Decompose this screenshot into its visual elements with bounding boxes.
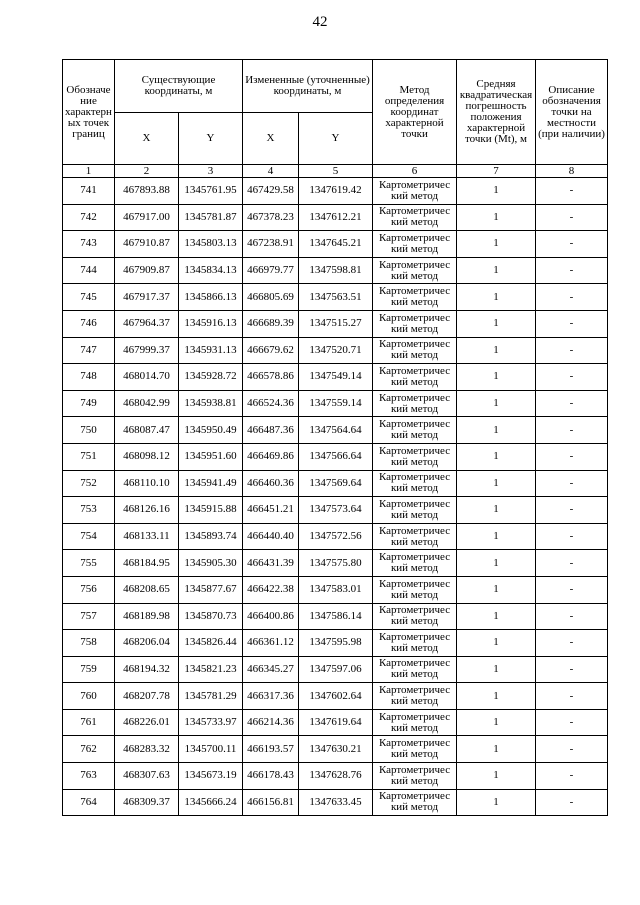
method-line-1: Картометричес bbox=[378, 524, 451, 537]
method-line-2: кий метод bbox=[390, 748, 439, 761]
table-body bbox=[63, 178, 608, 816]
column-number: 8 bbox=[536, 165, 608, 178]
error-cell: 1 bbox=[457, 789, 536, 816]
changed-y-cell: 1347612.21 bbox=[299, 204, 373, 231]
point-id-cell: 757 bbox=[63, 603, 115, 630]
changed-x-cell: 466178.43 bbox=[243, 763, 299, 790]
existing-y-cell: 1345821.23 bbox=[179, 656, 243, 683]
method-cell bbox=[373, 443, 457, 470]
point-id-cell: 751 bbox=[63, 443, 115, 470]
error-cell: 1 bbox=[457, 310, 536, 337]
existing-x-cell: 467964.37 bbox=[115, 310, 179, 337]
error-cell: 1 bbox=[457, 204, 536, 231]
error-cell: 1 bbox=[457, 337, 536, 364]
method-cell bbox=[373, 550, 457, 577]
column-number: 1 bbox=[63, 165, 115, 178]
table-row bbox=[63, 709, 608, 736]
table-row bbox=[63, 231, 608, 258]
description-cell: - bbox=[536, 257, 608, 284]
existing-y-cell: 1345866.13 bbox=[179, 284, 243, 311]
method-line-1: Картометричес bbox=[378, 737, 451, 750]
existing-x-cell: 468042.99 bbox=[115, 390, 179, 417]
method-line-2: кий метод bbox=[390, 535, 439, 548]
existing-y-cell: 1345733.97 bbox=[179, 709, 243, 736]
method-line-2: кий метод bbox=[390, 269, 439, 282]
error-cell: 1 bbox=[457, 284, 536, 311]
changed-x-cell: 466361.12 bbox=[243, 630, 299, 657]
description-cell: - bbox=[536, 390, 608, 417]
table-row bbox=[63, 257, 608, 284]
error-cell: 1 bbox=[457, 417, 536, 444]
existing-y-cell: 1345905.30 bbox=[179, 550, 243, 577]
table-row bbox=[63, 284, 608, 311]
method-line-2: кий метод bbox=[390, 668, 439, 681]
description-cell: - bbox=[536, 630, 608, 657]
method-cell bbox=[373, 630, 457, 657]
changed-x-cell: 466805.69 bbox=[243, 284, 299, 311]
changed-x-cell: 466979.77 bbox=[243, 257, 299, 284]
existing-y-cell: 1345834.13 bbox=[179, 257, 243, 284]
error-cell: 1 bbox=[457, 550, 536, 577]
method-cell bbox=[373, 310, 457, 337]
changed-x-cell: 466400.86 bbox=[243, 603, 299, 630]
method-cell bbox=[373, 576, 457, 603]
method-cell bbox=[373, 709, 457, 736]
changed-y-cell: 1347564.64 bbox=[299, 417, 373, 444]
changed-x-cell: 466487.36 bbox=[243, 417, 299, 444]
column-number: 6 bbox=[373, 165, 457, 178]
point-id-cell: 762 bbox=[63, 736, 115, 763]
existing-y-cell: 1345781.29 bbox=[179, 683, 243, 710]
method-line-1: Картометричес bbox=[378, 471, 451, 484]
method-line-2: кий метод bbox=[390, 774, 439, 787]
point-id-cell: 763 bbox=[63, 763, 115, 790]
error-cell: 1 bbox=[457, 709, 536, 736]
table-row bbox=[63, 390, 608, 417]
existing-x-cell: 468110.10 bbox=[115, 470, 179, 497]
header-mean-square-error: Средняя квадратическая погрешность положения характерной точки (Mt), м bbox=[457, 60, 536, 165]
method-line-1: Картометричес bbox=[378, 364, 451, 377]
method-cell bbox=[373, 337, 457, 364]
column-number: 5 bbox=[299, 165, 373, 178]
existing-y-cell: 1345803.13 bbox=[179, 231, 243, 258]
table-row bbox=[63, 417, 608, 444]
existing-x-cell: 468189.98 bbox=[115, 603, 179, 630]
table-row bbox=[63, 630, 608, 657]
point-id-cell: 752 bbox=[63, 470, 115, 497]
changed-y-cell: 1347586.14 bbox=[299, 603, 373, 630]
point-id-cell: 750 bbox=[63, 417, 115, 444]
table-row bbox=[63, 310, 608, 337]
changed-x-cell: 466679.62 bbox=[243, 337, 299, 364]
method-cell bbox=[373, 736, 457, 763]
method-line-2: кий метод bbox=[390, 375, 439, 388]
table-row bbox=[63, 470, 608, 497]
method-line-1: Картометричес bbox=[378, 231, 451, 244]
existing-y-cell: 1345877.67 bbox=[179, 576, 243, 603]
method-cell bbox=[373, 364, 457, 391]
error-cell: 1 bbox=[457, 683, 536, 710]
changed-x-cell: 466156.81 bbox=[243, 789, 299, 816]
method-line-1: Картометричес bbox=[378, 205, 451, 218]
description-cell: - bbox=[536, 337, 608, 364]
table-row bbox=[63, 550, 608, 577]
existing-x-cell: 467999.37 bbox=[115, 337, 179, 364]
method-line-2: кий метод bbox=[390, 615, 439, 628]
existing-y-cell: 1345938.81 bbox=[179, 390, 243, 417]
point-id-cell: 746 bbox=[63, 310, 115, 337]
changed-y-cell: 1347559.14 bbox=[299, 390, 373, 417]
existing-x-cell: 468207.78 bbox=[115, 683, 179, 710]
existing-x-cell: 467917.00 bbox=[115, 204, 179, 231]
method-line-2: кий метод bbox=[390, 562, 439, 575]
existing-y-cell: 1345941.49 bbox=[179, 470, 243, 497]
existing-x-cell: 468206.04 bbox=[115, 630, 179, 657]
changed-x-cell: 467429.58 bbox=[243, 178, 299, 205]
table-row bbox=[63, 178, 608, 205]
table-row bbox=[63, 443, 608, 470]
changed-x-cell: 466469.86 bbox=[243, 443, 299, 470]
method-line-2: кий метод bbox=[390, 721, 439, 734]
description-cell: - bbox=[536, 789, 608, 816]
method-cell bbox=[373, 231, 457, 258]
method-cell bbox=[373, 523, 457, 550]
point-id-cell: 741 bbox=[63, 178, 115, 205]
header-existing-coordinates: Существующие координаты, м bbox=[115, 60, 243, 113]
header-existing-x: X bbox=[115, 113, 179, 165]
point-id-cell: 747 bbox=[63, 337, 115, 364]
method-line-2: кий метод bbox=[390, 641, 439, 654]
method-line-1: Картометричес bbox=[378, 604, 451, 617]
point-id-cell: 745 bbox=[63, 284, 115, 311]
method-cell bbox=[373, 390, 457, 417]
method-cell bbox=[373, 257, 457, 284]
column-number: 4 bbox=[243, 165, 299, 178]
changed-x-cell: 467238.91 bbox=[243, 231, 299, 258]
existing-y-cell: 1345666.24 bbox=[179, 789, 243, 816]
method-line-2: кий метод bbox=[390, 402, 439, 415]
changed-y-cell: 1347563.51 bbox=[299, 284, 373, 311]
existing-x-cell: 468133.11 bbox=[115, 523, 179, 550]
header-changed-y: Y bbox=[299, 113, 373, 165]
changed-y-cell: 1347630.21 bbox=[299, 736, 373, 763]
error-cell: 1 bbox=[457, 630, 536, 657]
existing-y-cell: 1345781.87 bbox=[179, 204, 243, 231]
changed-x-cell: 466422.38 bbox=[243, 576, 299, 603]
changed-y-cell: 1347597.06 bbox=[299, 656, 373, 683]
point-id-cell: 756 bbox=[63, 576, 115, 603]
error-cell: 1 bbox=[457, 443, 536, 470]
error-cell: 1 bbox=[457, 231, 536, 258]
description-cell: - bbox=[536, 470, 608, 497]
table-row bbox=[63, 523, 608, 550]
error-cell: 1 bbox=[457, 603, 536, 630]
method-line-1: Картометричес bbox=[378, 577, 451, 590]
changed-x-cell: 466460.36 bbox=[243, 470, 299, 497]
existing-x-cell: 467909.87 bbox=[115, 257, 179, 284]
description-cell: - bbox=[536, 204, 608, 231]
error-cell: 1 bbox=[457, 497, 536, 524]
method-line-1: Картометричес bbox=[378, 391, 451, 404]
existing-x-cell: 468184.95 bbox=[115, 550, 179, 577]
method-line-1: Картометричес bbox=[378, 657, 451, 670]
method-line-2: кий метод bbox=[390, 801, 439, 814]
existing-x-cell: 468014.70 bbox=[115, 364, 179, 391]
description-cell: - bbox=[536, 656, 608, 683]
changed-x-cell: 466431.39 bbox=[243, 550, 299, 577]
error-cell: 1 bbox=[457, 364, 536, 391]
point-id-cell: 753 bbox=[63, 497, 115, 524]
existing-y-cell: 1345893.74 bbox=[179, 523, 243, 550]
error-cell: 1 bbox=[457, 763, 536, 790]
column-number: 2 bbox=[115, 165, 179, 178]
method-line-1: Картометричес bbox=[378, 790, 451, 803]
error-cell: 1 bbox=[457, 523, 536, 550]
description-cell: - bbox=[536, 364, 608, 391]
changed-y-cell: 1347549.14 bbox=[299, 364, 373, 391]
header-changed-coordinates: Измененные (уточненные) координаты, м bbox=[243, 60, 373, 113]
changed-x-cell: 466317.36 bbox=[243, 683, 299, 710]
point-id-cell: 754 bbox=[63, 523, 115, 550]
existing-y-cell: 1345931.13 bbox=[179, 337, 243, 364]
existing-x-cell: 468208.65 bbox=[115, 576, 179, 603]
existing-y-cell: 1345761.95 bbox=[179, 178, 243, 205]
method-cell bbox=[373, 683, 457, 710]
changed-y-cell: 1347583.01 bbox=[299, 576, 373, 603]
changed-y-cell: 1347645.21 bbox=[299, 231, 373, 258]
table-row bbox=[63, 576, 608, 603]
existing-y-cell: 1345916.13 bbox=[179, 310, 243, 337]
changed-y-cell: 1347572.56 bbox=[299, 523, 373, 550]
changed-y-cell: 1347595.98 bbox=[299, 630, 373, 657]
header-changed-x: X bbox=[243, 113, 299, 165]
table-row bbox=[63, 337, 608, 364]
changed-x-cell: 466440.40 bbox=[243, 523, 299, 550]
method-cell bbox=[373, 284, 457, 311]
point-id-cell: 761 bbox=[63, 709, 115, 736]
existing-x-cell: 468126.16 bbox=[115, 497, 179, 524]
changed-y-cell: 1347602.64 bbox=[299, 683, 373, 710]
changed-x-cell: 466193.57 bbox=[243, 736, 299, 763]
changed-y-cell: 1347575.80 bbox=[299, 550, 373, 577]
method-line-2: кий метод bbox=[390, 508, 439, 521]
description-cell: - bbox=[536, 576, 608, 603]
point-id-cell: 759 bbox=[63, 656, 115, 683]
method-line-1: Картометричес bbox=[378, 684, 451, 697]
changed-x-cell: 466578.86 bbox=[243, 364, 299, 391]
header-existing-y: Y bbox=[179, 113, 243, 165]
method-cell bbox=[373, 178, 457, 205]
description-cell: - bbox=[536, 284, 608, 311]
point-id-cell: 748 bbox=[63, 364, 115, 391]
error-cell: 1 bbox=[457, 470, 536, 497]
method-line-2: кий метод bbox=[390, 349, 439, 362]
method-line-1: Картометричес bbox=[378, 444, 451, 457]
method-line-1: Картометричес bbox=[378, 258, 451, 271]
header-description: Описание обозначения точки на местности (при наличии) bbox=[536, 60, 608, 165]
point-id-cell: 758 bbox=[63, 630, 115, 657]
method-line-2: кий метод bbox=[390, 455, 439, 468]
table-row bbox=[63, 683, 608, 710]
error-cell: 1 bbox=[457, 178, 536, 205]
method-line-2: кий метод bbox=[390, 296, 439, 309]
method-cell bbox=[373, 204, 457, 231]
changed-x-cell: 467378.23 bbox=[243, 204, 299, 231]
description-cell: - bbox=[536, 443, 608, 470]
method-line-2: кий метод bbox=[390, 322, 439, 335]
table-row bbox=[63, 603, 608, 630]
method-cell bbox=[373, 417, 457, 444]
column-number: 7 bbox=[457, 165, 536, 178]
method-cell bbox=[373, 656, 457, 683]
point-id-cell: 749 bbox=[63, 390, 115, 417]
method-line-1: Картометричес bbox=[378, 710, 451, 723]
point-id-cell: 744 bbox=[63, 257, 115, 284]
description-cell: - bbox=[536, 497, 608, 524]
existing-y-cell: 1345951.60 bbox=[179, 443, 243, 470]
existing-y-cell: 1345673.19 bbox=[179, 763, 243, 790]
table-row bbox=[63, 204, 608, 231]
method-line-1: Картометричес bbox=[378, 551, 451, 564]
existing-y-cell: 1345870.73 bbox=[179, 603, 243, 630]
table-row bbox=[63, 497, 608, 524]
description-cell: - bbox=[536, 231, 608, 258]
method-line-2: кий метод bbox=[390, 482, 439, 495]
point-id-cell: 743 bbox=[63, 231, 115, 258]
method-line-1: Картометричес bbox=[378, 285, 451, 298]
table-row bbox=[63, 763, 608, 790]
header-method: Метод определения координат характерной точки bbox=[373, 60, 457, 165]
table-row bbox=[63, 656, 608, 683]
changed-x-cell: 466345.27 bbox=[243, 656, 299, 683]
existing-y-cell: 1345826.44 bbox=[179, 630, 243, 657]
existing-x-cell: 467917.37 bbox=[115, 284, 179, 311]
method-line-1: Картометричес bbox=[378, 178, 451, 191]
method-line-2: кий метод bbox=[390, 695, 439, 708]
method-cell bbox=[373, 497, 457, 524]
method-line-1: Картометричес bbox=[378, 630, 451, 643]
description-cell: - bbox=[536, 736, 608, 763]
method-line-1: Картометричес bbox=[378, 311, 451, 324]
method-line-2: кий метод bbox=[390, 216, 439, 229]
changed-y-cell: 1347633.45 bbox=[299, 789, 373, 816]
description-cell: - bbox=[536, 550, 608, 577]
changed-y-cell: 1347566.64 bbox=[299, 443, 373, 470]
point-id-cell: 755 bbox=[63, 550, 115, 577]
header-point-designation: Обозначе ние характерн ых точек границ bbox=[63, 60, 115, 165]
error-cell: 1 bbox=[457, 736, 536, 763]
changed-y-cell: 1347628.76 bbox=[299, 763, 373, 790]
existing-x-cell: 468309.37 bbox=[115, 789, 179, 816]
description-cell: - bbox=[536, 310, 608, 337]
existing-y-cell: 1345950.49 bbox=[179, 417, 243, 444]
point-id-cell: 764 bbox=[63, 789, 115, 816]
coordinates-table bbox=[62, 59, 608, 816]
description-cell: - bbox=[536, 417, 608, 444]
changed-y-cell: 1347515.27 bbox=[299, 310, 373, 337]
changed-y-cell: 1347569.64 bbox=[299, 470, 373, 497]
existing-x-cell: 468194.32 bbox=[115, 656, 179, 683]
error-cell: 1 bbox=[457, 576, 536, 603]
changed-x-cell: 466689.39 bbox=[243, 310, 299, 337]
changed-x-cell: 466451.21 bbox=[243, 497, 299, 524]
existing-x-cell: 468307.63 bbox=[115, 763, 179, 790]
existing-x-cell: 468087.47 bbox=[115, 417, 179, 444]
method-line-2: кий метод bbox=[390, 429, 439, 442]
existing-x-cell: 467910.87 bbox=[115, 231, 179, 258]
existing-y-cell: 1345700.11 bbox=[179, 736, 243, 763]
method-cell bbox=[373, 470, 457, 497]
error-cell: 1 bbox=[457, 390, 536, 417]
method-line-1: Картометричес bbox=[378, 763, 451, 776]
changed-y-cell: 1347598.81 bbox=[299, 257, 373, 284]
table-row bbox=[63, 364, 608, 391]
column-number-row bbox=[63, 165, 608, 178]
changed-x-cell: 466524.36 bbox=[243, 390, 299, 417]
description-cell: - bbox=[536, 523, 608, 550]
description-cell: - bbox=[536, 763, 608, 790]
method-cell bbox=[373, 789, 457, 816]
page-number: 42 bbox=[312, 14, 328, 30]
changed-y-cell: 1347520.71 bbox=[299, 337, 373, 364]
existing-x-cell: 468226.01 bbox=[115, 709, 179, 736]
changed-y-cell: 1347619.42 bbox=[299, 178, 373, 205]
existing-x-cell: 467893.88 bbox=[115, 178, 179, 205]
changed-y-cell: 1347573.64 bbox=[299, 497, 373, 524]
point-id-cell: 742 bbox=[63, 204, 115, 231]
method-cell bbox=[373, 603, 457, 630]
description-cell: - bbox=[536, 709, 608, 736]
method-line-1: Картометричес bbox=[378, 418, 451, 431]
column-number: 3 bbox=[179, 165, 243, 178]
error-cell: 1 bbox=[457, 656, 536, 683]
method-line-2: кий метод bbox=[390, 242, 439, 255]
error-cell: 1 bbox=[457, 257, 536, 284]
description-cell: - bbox=[536, 683, 608, 710]
method-line-1: Картометричес bbox=[378, 338, 451, 351]
description-cell: - bbox=[536, 603, 608, 630]
point-id-cell: 760 bbox=[63, 683, 115, 710]
existing-y-cell: 1345928.72 bbox=[179, 364, 243, 391]
existing-x-cell: 468283.32 bbox=[115, 736, 179, 763]
existing-x-cell: 468098.12 bbox=[115, 443, 179, 470]
description-cell: - bbox=[536, 178, 608, 205]
method-line-2: кий метод bbox=[390, 588, 439, 601]
table-row bbox=[63, 789, 608, 816]
existing-y-cell: 1345915.88 bbox=[179, 497, 243, 524]
method-line-2: кий метод bbox=[390, 189, 439, 202]
table-row bbox=[63, 736, 608, 763]
changed-y-cell: 1347619.64 bbox=[299, 709, 373, 736]
changed-x-cell: 466214.36 bbox=[243, 709, 299, 736]
method-cell bbox=[373, 763, 457, 790]
method-line-1: Картометричес bbox=[378, 497, 451, 510]
